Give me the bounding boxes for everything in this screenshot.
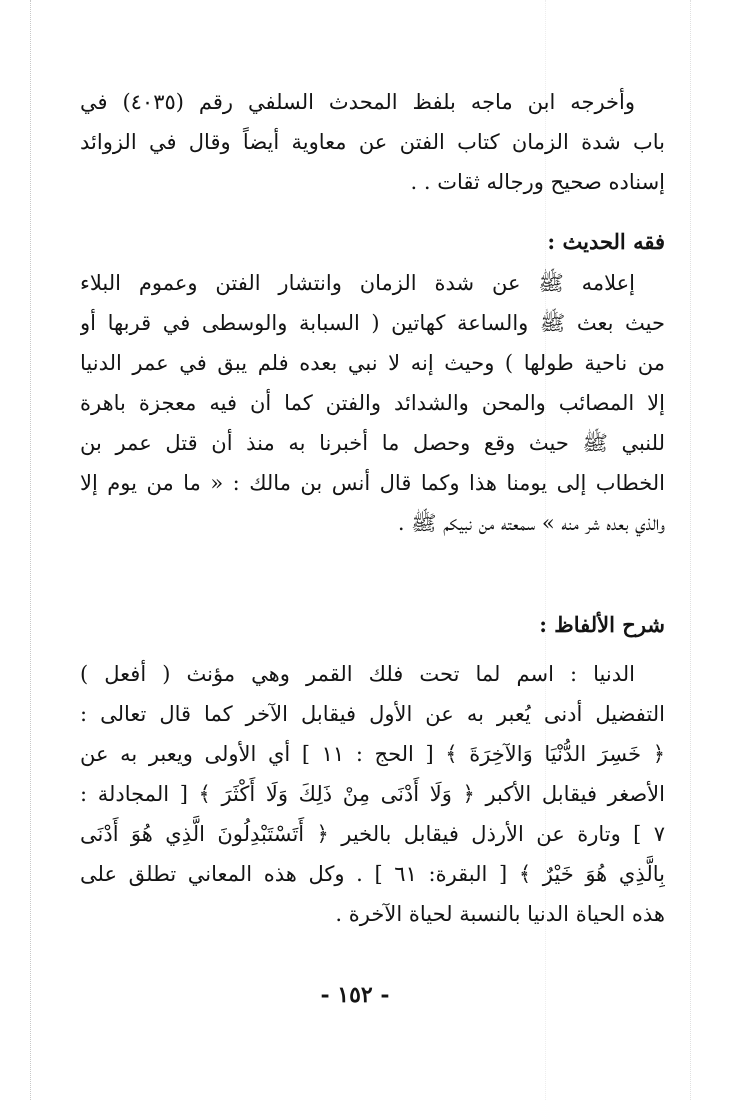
page-number: - ١٥٢ - <box>320 982 390 1008</box>
text-line: وأخرجه ابن ماجه بلفظ المحدث السلفي رقم (٤٠٣٥) في <box>80 90 635 114</box>
section-heading-fiqh <box>80 222 665 262</box>
text-line: والذي بعده شر منه » سمعته من نبيكم ﷺ . <box>397 511 665 535</box>
text-line: بِالَّذِي هُوَ خَيْرٌ ﴾ [ البقرة: ٦١ ] . وكل هذه المعاني تطلق على <box>80 862 665 886</box>
text-line: من ناحية طولها ) وحيث إنه لا نبي بعده فلم يبق في عمر الدنيا <box>80 351 665 375</box>
paragraph-takhrij <box>80 82 665 202</box>
section-heading-sharh <box>80 605 665 645</box>
text-line: ٧ ] وتارة عن الأرذل فيقابل بالخير ﴿ أَتَسْتَبْدِلُونَ الَّذِي هُوَ أَدْنَى <box>80 822 665 846</box>
text-line: الدنيا : اسم لما تحت فلك القمر وهي مؤنث ( أفعل ) <box>80 662 635 686</box>
scan-artifact-line <box>690 0 691 1100</box>
text-line: الخطاب إلى يومنا هذا وكما قال أنس بن مالك : « ما من يوم إلا <box>80 471 665 495</box>
text-line: إلا المصائب والمحن والشدائد والفتن كما أن فيه معجزة باهرة <box>80 391 665 415</box>
text-line: هذه الحياة الدنيا بالنسبة لحياة الآخرة . <box>335 902 665 926</box>
text-line: التفضيل أدنى يُعبر به عن الأول فيقابل الآخر كما قال تعالى : <box>80 702 665 726</box>
heading-text: شرح الألفاظ : <box>539 612 665 637</box>
heading-text: فقه الحديث : <box>547 229 665 254</box>
paragraph-sharh <box>80 654 665 934</box>
text-line: الأصغر فيقابل الأكبر ﴿ وَلَا أَدْنَى مِنْ ذَلِكَ وَلَا أَكْثَرَ ﴾ [ المجادلة : <box>80 782 665 806</box>
paragraph-fiqh <box>80 263 665 543</box>
text-line: إعلامه ﷺ عن شدة الزمان وانتشار الفتن وعموم البلاء <box>80 271 635 295</box>
scan-artifact-line <box>30 0 31 1100</box>
text-line: ﴿ خَسِرَ الدُّنْيَا وَالآخِرَةَ ﴾ [ الحج : ١١ ] أي الأولى ويعبر به عن <box>80 742 665 766</box>
text-line: للنبي ﷺ حيث وقع وحصل ما أخبرنا به منذ أن قتل عمر بن <box>80 431 665 455</box>
text-line: حيث بعث ﷺ والساعة كهاتين ( السبابة والوسطى في قربها أو <box>80 311 665 335</box>
text-line: باب شدة الزمان كتاب الفتن عن معاوية أيضاً وقال في الزوائد <box>80 130 665 154</box>
text-line: إسناده صحيح ورجاله ثقات . . <box>410 170 665 194</box>
